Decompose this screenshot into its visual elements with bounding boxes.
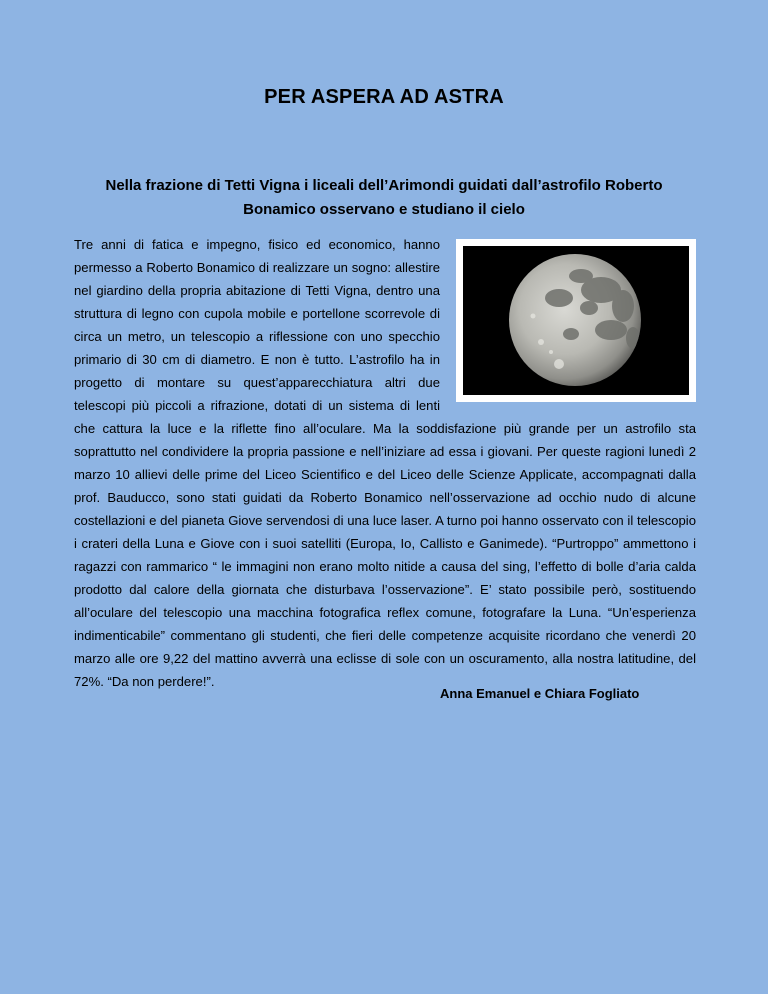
article-subtitle: Nella frazione di Tetti Vigna i liceali dell’Arimondi guidati dall’astrofilo Roberto Bonamico osservano e studiano il cielo	[105, 177, 663, 218]
article-author: Anna Emanuel e Chiara Fogliato	[440, 686, 640, 701]
article-body-container	[74, 233, 696, 693]
article-body: Tre anni di fatica e impegno, fisico ed economico, hanno permesso a Roberto Bonamico di realizzare un sogno: allestire nel giardino della propria abitazione di Tetti Vigna, dentro una struttura di legno con cupola mobile e portellone scorrevole di circa un metro, un telescopio a riflessione con uno specchio primario di 30 cm di diametro. E non è tutto. L’astrofilo ha in progetto di montare su quest’apparecchiatura altri due telescopi più piccoli a rifrazione, dotati di un sistema di lenti che cattura la luce e la riflette fino all’oculare. Ma la soddisfazione più grande per un astrofilo sta soprattutto nel condividere la propria passione e nell’iniziare ad essa i giovani. Per queste ragioni lunedì 2 marzo 10 allievi delle prime del Liceo Scientifico e del Liceo delle Scienze Applicate, accompagnati dalla prof. Bauducco, sono stati guidati da Roberto Bonamico nell’osservazione ad occhio nudo di alcune costellazioni e del pianeta Giove servendosi di una luce laser. A turno poi hanno osservato con il telescopio i crateri della Luna e Giove con i suoi satelliti (Europa, Io, Callisto e Ganimede). “Purtroppo” ammettono i ragazzi con rammarico “ le immagini non erano molto nitide a causa del sing, l’effetto di bolle d’aria calda prodotto dal calore della giornata che disturbava l’osservazione”. E’ stato possibile però, sostituendo all’oculare del telescopio una macchina fotografica reflex comune, fotografare la Luna. “Un’esperienza indimenticabile” commentano gli studenti, che fieri delle competenze acquisite ricordano che venerdì 20 marzo alle ore 9,22 del mattino avverrà una eclisse di sole con un oscuramento, alla nostra latitudine, del 72%. “Da non perdere!”.	[74, 237, 696, 689]
moon-photo-frame	[456, 239, 696, 402]
moon-photo	[463, 246, 689, 395]
page-title: PER ASPERA AD ASTRA	[264, 86, 504, 108]
